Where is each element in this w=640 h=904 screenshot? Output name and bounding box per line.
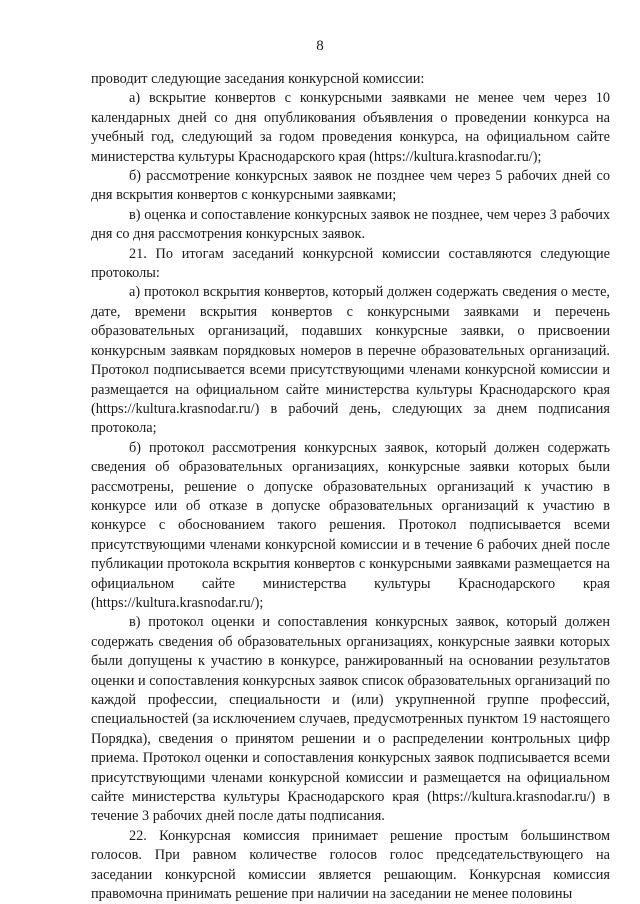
paragraph-21: 21. По итогам заседаний конкурсной комиссии составляются следующие протоколы:: [91, 245, 610, 282]
paragraph-20b: б) рассмотрение конкурсных заявок не позднее чем через 5 рабочих дней со дня вскрытия конвертов с конкурсными заявками;: [91, 168, 610, 204]
paragraph-21a: а) протокол вскрытия конвертов, который должен содержать сведения о месте, дате, времени вскрытия конвертов с конкурсными заявками и перечень образовательных организаций, подавших конкурсные заявки, о присвоении конкурсным заявкам порядковых номеров в перечне образовательных организаций. Протокол подписывается всеми присутствующими членами конкурсной комиссии и размещается на официальном сайте министерства культуры Краснодарского края (https://kultura.krasnodar.ru/) в рабочий день, следующих за днем подписания протокола;: [91, 284, 610, 437]
page-number: 8: [316, 38, 324, 54]
paragraph-20a: а) вскрытие конвертов с конкурсными заявками не менее чем через 10 календарных дней со дня опубликования объявления о проведении конкурса на учебный год, следующий за годом проведения конкурса, на официальном сайте министерства культуры Краснодарского края (https://kultura.krasnodar.ru/);: [91, 90, 610, 165]
paragraph-21b: б) протокол рассмотрения конкурсных заявок, который должен содержать сведения об образовательных организациях, конкурсные заявки которых были рассмотрены, решение о допуске образовательных организаций к участию в конкурсе или об отказе в допуске образовательных организаций к участию в конкурсе с обоснованием такого решения. Протокол подписывается всеми присутствующими членами конкурсной комиссии и в течение 6 рабочих дней после публикации протокола вскрытия конвертов с конкурсными заявками размещается на официальном сайте министерства культуры Краснодарского края (https://kultura.krasnodar.ru/);: [91, 439, 610, 611]
document-body: [91, 70, 610, 904]
paragraph-21c: в) протокол оценки и сопоставления конкурсных заявок, который должен содержать сведения об образовательных организациях, конкурсные заявки которых были допущены к участию в конкурсе, ранжированный на основании результатов оценки и сопоставления конкурсных заявок список образовательных организаций по каждой профессии, специальности и (или) укрупненной группе профессий, специальностей (за исключением случаев, предусмотренных пунктом 19 настоящего Порядка), сведения о принятом решении и о распределении контрольных цифр приема. Протокол оценки и сопоставления конкурсных заявок подписывается всеми присутствующими членами конкурсной комиссии и размещается на официальном сайте министерства культуры Краснодарского края (https://kultura.krasnodar.ru/) в течение 3 рабочих дней после даты подписания.: [91, 614, 610, 825]
paragraph-22: 22. Конкурсная комиссия принимает решение простым большинством голосов. При равном количестве голосов голос председательствующего на заседании конкурсной комиссии является решающим. Конкурсная комиссия правомочна принимать решение при наличии на заседании не менее половины: [91, 827, 610, 903]
paragraph-intro: проводит следующие заседания конкурсной комиссии:: [91, 71, 425, 87]
paragraph-20c: в) оценка и сопоставление конкурсных заявок не позднее, чем через 3 рабочих дня со дня рассмотрения конкурсных заявок.: [91, 206, 610, 243]
